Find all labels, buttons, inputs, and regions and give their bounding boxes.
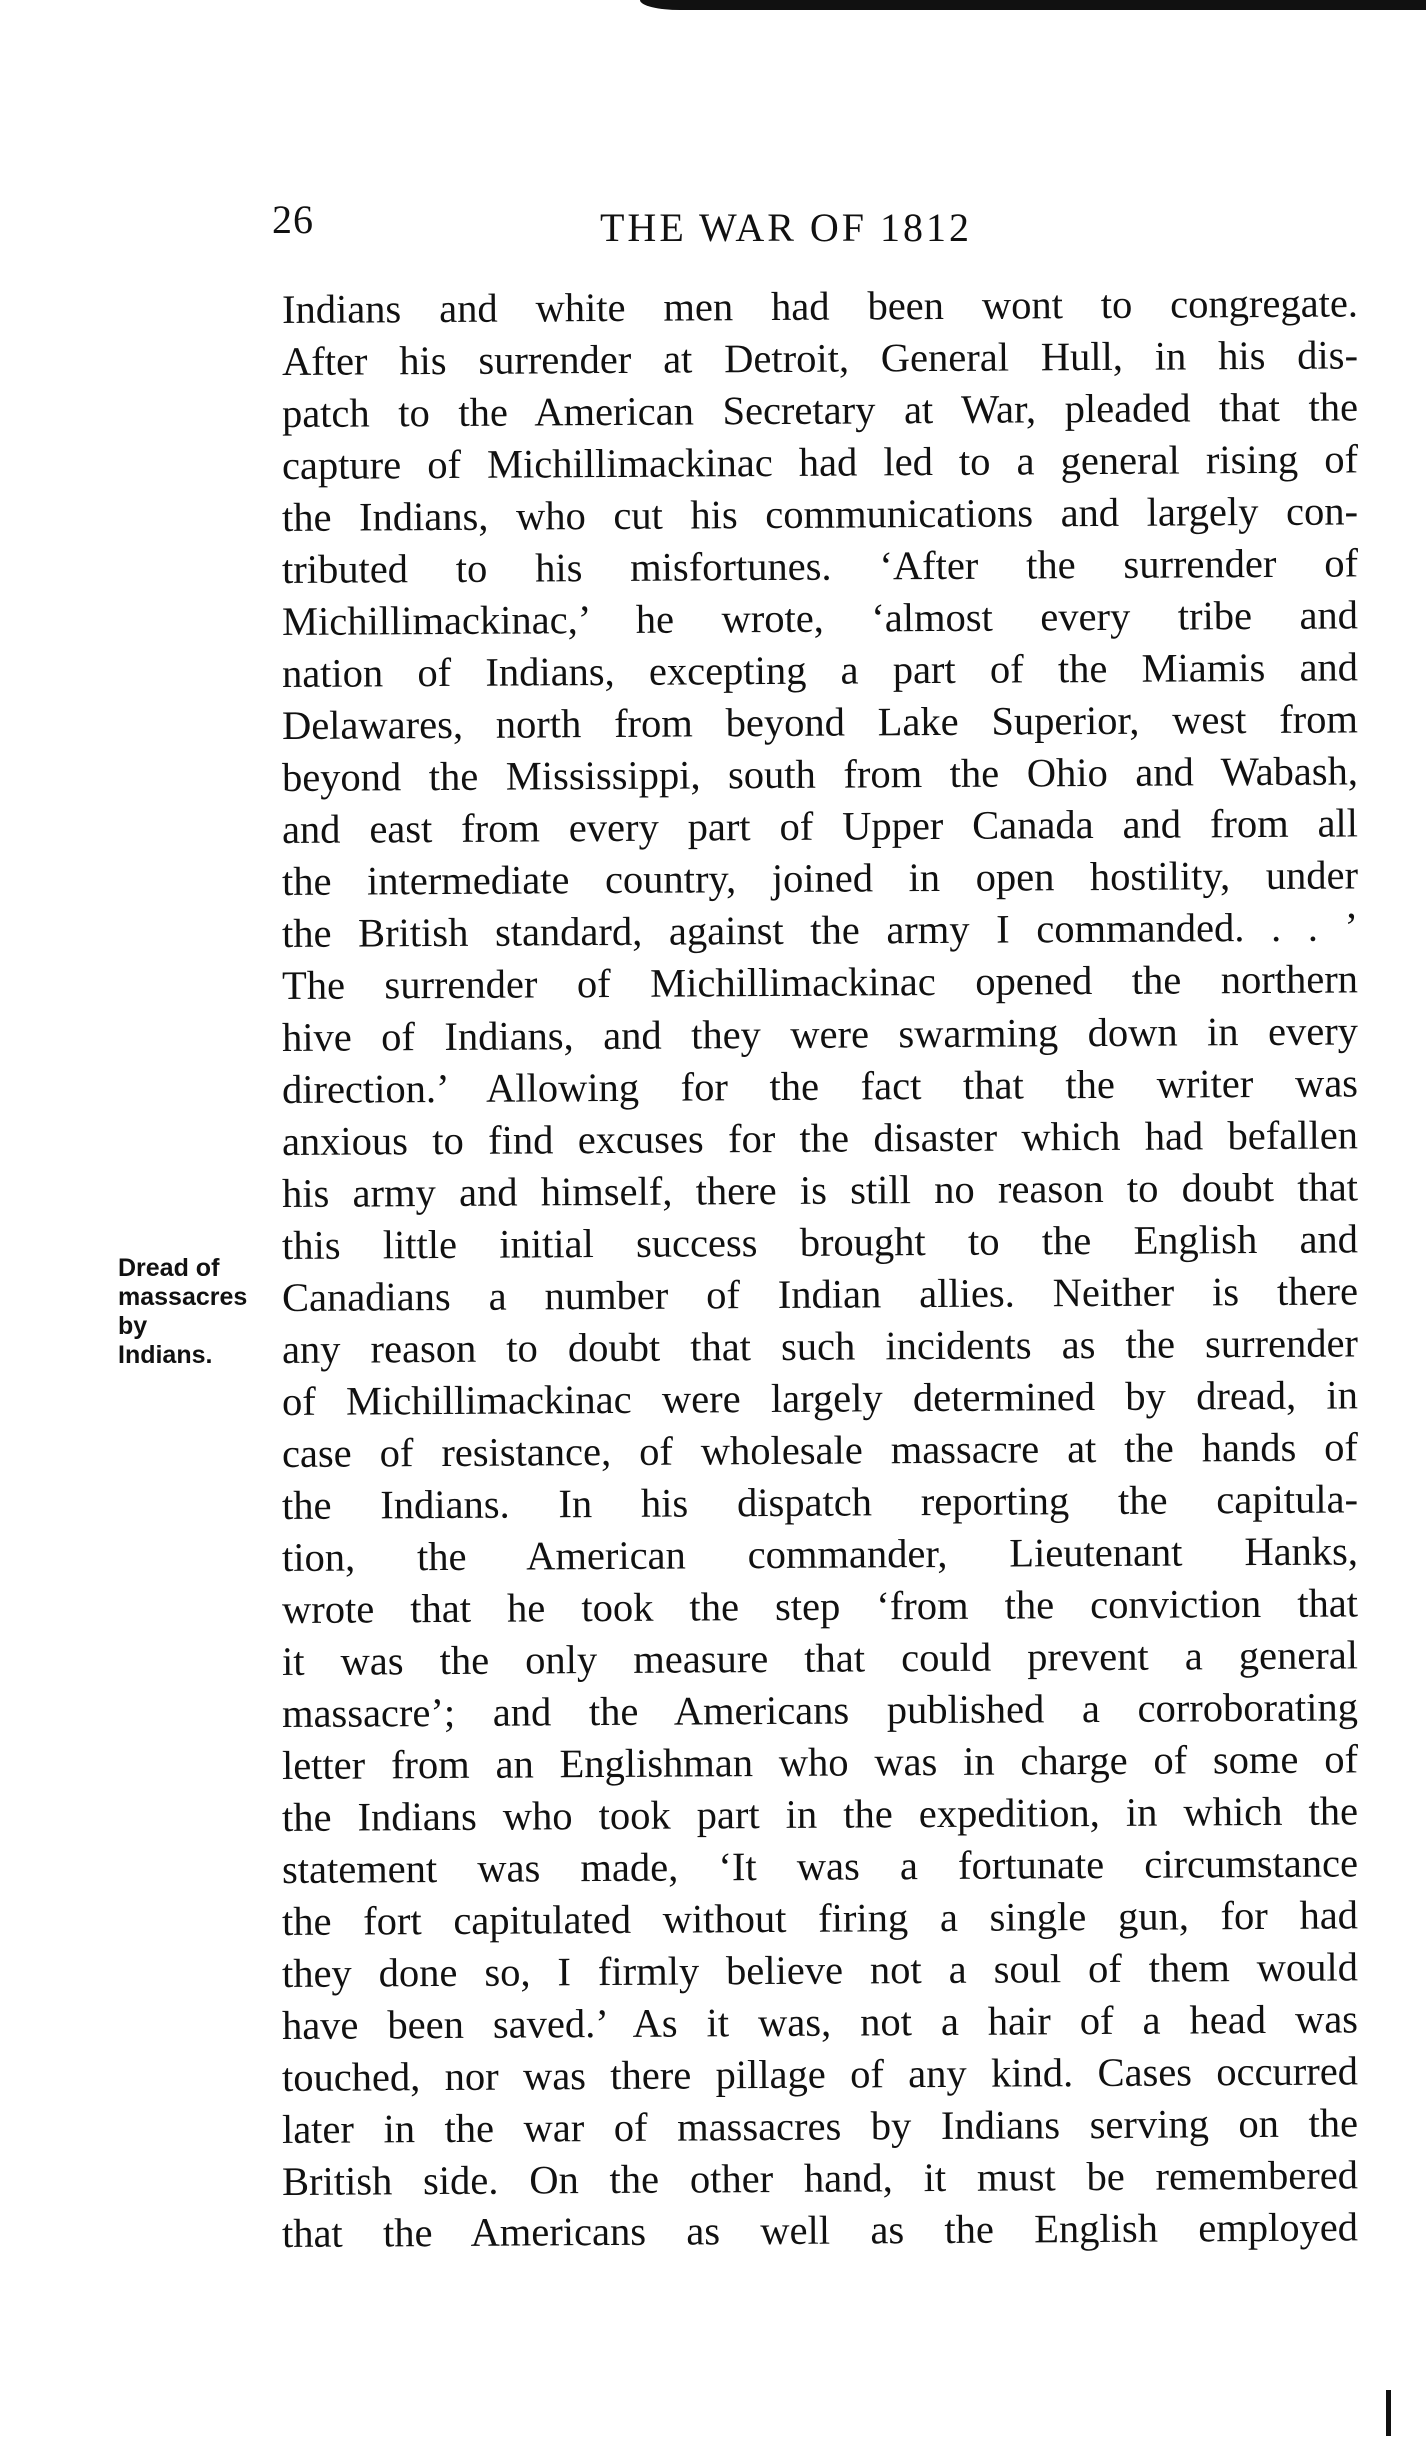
text-line: have been saved.’ As it was, not a hair of a head was [281,1996,1359,2048]
text-line: Delawares, north from beyond Lake Superior, west from [281,696,1359,748]
margin-note-line: massacres [118,1283,248,1311]
text-line: massacre’; and the Americans published a corroborating [281,1684,1359,1736]
margin-note-line: Dread of [118,1254,220,1282]
text-line: the fort capitulated without firing a single gun, for had [281,1892,1359,1944]
text-line: Indians and white men had been wont to congregate. [281,280,1359,332]
text-line: any reason to doubt that such incidents as the surrender [281,1320,1359,1372]
text-line: tributed to his misfortunes. ‘After the surrender of [281,540,1359,592]
text-line: the British standard, against the army I commanded. . . ’ [281,904,1359,956]
text-line: Michillimackinac,’ he wrote, ‘almost every tribe and [281,592,1359,644]
margin-note [118,1254,278,1370]
text-line: beyond the Mississippi, south from the Ohio and Wabash, [281,748,1359,800]
text-line: After his surrender at Detroit, General Hull, in his dis- [281,332,1359,384]
body-text [281,280,1359,2260]
text-line: anxious to find excuses for the disaster which had befallen [281,1112,1359,1164]
text-line: hive of Indians, and they were swarming down in every [281,1008,1359,1060]
text-line: touched, nor was there pillage of any kind. Cases occurred [281,2048,1359,2100]
text-line: the Indians who took part in the expedition, in which the [281,1788,1359,1840]
text-line: the Indians, who cut his communications and largely con- [281,488,1359,540]
running-title: THE WAR OF 1812 [600,205,973,250]
text-line: later in the war of massacres by Indians serving on the [281,2100,1359,2152]
text-line: The surrender of Michillimackinac opened the northern [281,956,1359,1008]
page-number: 26 [272,197,314,242]
text-line: that the Americans as well as the English employed [281,2204,1359,2256]
text-line: letter from an Englishman who was in charge of some of [281,1736,1359,1788]
text-line: case of resistance, of wholesale massacre at the hands of [281,1424,1359,1476]
text-line: tion, the American commander, Lieutenant Hanks, [281,1528,1359,1580]
edge-mark [1386,2390,1391,2436]
margin-note-line: Indians. [118,1341,213,1369]
text-line: his army and himself, there is still no reason to doubt that [281,1164,1359,1216]
text-line: it was the only measure that could prevent a general [281,1632,1359,1684]
text-line: nation of Indians, excepting a part of the Miamis and [281,644,1359,696]
text-line: British side. On the other hand, it must be remembered [281,2152,1359,2204]
text-line: patch to the American Secretary at War, pleaded that the [281,384,1359,436]
text-line: this little initial success brought to the English and [281,1216,1359,1268]
text-line: wrote that he took the step ‘from the conviction that [281,1580,1359,1632]
text-line: they done so, I firmly believe not a soul of them would [281,1944,1359,1996]
text-line: Canadians a number of Indian allies. Neither is there [281,1268,1359,1320]
text-line: capture of Michillimackinac had led to a general rising of [281,436,1359,488]
text-line: and east from every part of Upper Canada and from all [281,800,1359,852]
text-line: statement was made, ‘It was a fortunate circumstance [281,1840,1359,1892]
top-edge-rule [640,0,1426,10]
margin-note-line: by [118,1312,148,1340]
text-line: the intermediate country, joined in open hostility, under [281,852,1359,904]
text-line: direction.’ Allowing for the fact that the writer was [281,1060,1359,1112]
text-line: the Indians. In his dispatch reporting the capitula- [281,1476,1359,1528]
text-line: of Michillimackinac were largely determined by dread, in [281,1372,1359,1424]
